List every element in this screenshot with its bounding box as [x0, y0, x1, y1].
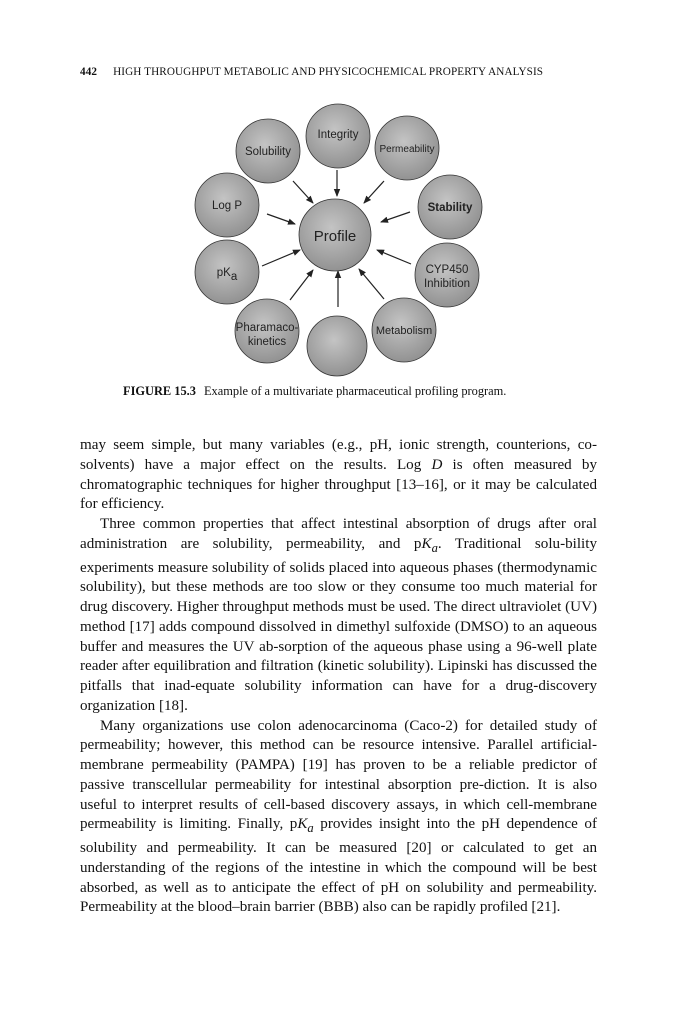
profiling-diagram: [0, 0, 678, 380]
p2-text-b: . Traditional solu-bility experiments measure solubility of solids placed into aqueous phases (thermodynamic solubility), but these methods are too slow or they consume too much material for drug discovery. Higher throughput methods must be used. The direct ultraviolet (UV) method [17] adds compound dissolved in dimethyl sulfoxide (DMSO) to an aqueous buffer and measures the UV ab-sorption of the aqueous phase using a 96-well plate reader after equilibration and filtration (kinetic solubility). Lipinski has discussed the pitfalls that inad-equate solubility information can have for a drug-discovery organization [18].: [80, 535, 597, 714]
p2-sub-a: a: [431, 540, 438, 555]
node-bottom-empty: [307, 316, 367, 376]
arrow-logp: [267, 214, 295, 224]
paragraph-3: [80, 717, 597, 919]
p1-text-a: may seem simple, but many variables (e.g., pH, ionic strength, counterions, co-solvents) have a major effect on the results. Log: [80, 437, 597, 473]
node-label-pk-line2: kinetics: [247, 336, 287, 348]
arrow-permeability: [364, 181, 384, 203]
node-label-cyp-line2: Inhibition: [423, 278, 471, 290]
p3-sub-a: a: [307, 821, 314, 836]
p1-var-d: D: [431, 456, 443, 473]
p3-var-k: K: [297, 816, 308, 833]
node-label-permeability: Permeability: [379, 144, 435, 155]
running-title: HIGH THROUGHPUT METABOLIC AND PHYSICOCHEMICAL PROPERTY ANALYSIS: [113, 66, 544, 78]
arrow-cyp: [377, 250, 411, 264]
figure-caption: [123, 384, 583, 399]
paragraph-2: [80, 515, 597, 717]
arrow-metabolism: [359, 269, 384, 299]
node-label-logp: Log P: [211, 200, 243, 212]
node-label-pka-main: pK: [216, 267, 231, 279]
node-label-solubility: Solubility: [244, 146, 292, 158]
body-text: [80, 436, 597, 918]
arrow-solubility: [293, 181, 313, 203]
arrow-pka: [262, 250, 300, 266]
node-label-cyp-line1: CYP450: [425, 264, 469, 276]
figure-caption-text: Example of a multivariate pharmaceutical profiling program.: [203, 384, 507, 398]
node-label-pka-sub: a: [230, 271, 238, 283]
p3-text-b: provides insight into the pH dependence of solubility and permeability. It can be measured [20] or calculated to get an understanding of the regions of the intestine in which the compound will be best absorbed, as well as to anticipate the effect of pH on solubility and permeability. Permeability at the blood–brain barrier (BBB) also can be rapidly profiled [21].: [80, 816, 597, 916]
node-label-metabolism: Metabolism: [375, 325, 433, 337]
node-label-stability: Stability: [427, 202, 473, 214]
node-label-integrity: Integrity: [317, 129, 359, 141]
paragraph-1: [80, 436, 597, 515]
arrow-stability: [381, 212, 410, 222]
page-number: 442: [80, 66, 98, 78]
node-label-profile: Profile: [313, 228, 357, 245]
p3-text-a: Many organizations use colon adenocarcinoma (Caco-2) for detailed study of permeability; however, this method can be resource intensive. Parallel artificial-membrane permeability (PAMPA) [19] has proven to be a reliable predictor of passive transcellular permeability for intestinal absorption pre-diction. It is also useful to interpret results of cell-based discovery assays, in which cell-membrane permeability is limiting. Finally, p: [80, 717, 597, 833]
p2-text-a: Three common properties that affect intestinal absorption of drugs after oral administration are solubility, permeability, and p: [80, 516, 597, 552]
p1-text-b: is often measured by chromatographic techniques for higher throughput [13–16], or it may be calculated for efficiency.: [80, 456, 597, 513]
figure-caption-label: FIGURE 15.3: [123, 384, 196, 398]
arrow-pharmacokinetics: [290, 270, 313, 300]
node-label-pk-line1: Pharamaco-: [235, 322, 299, 334]
p2-var-k: K: [421, 535, 432, 552]
